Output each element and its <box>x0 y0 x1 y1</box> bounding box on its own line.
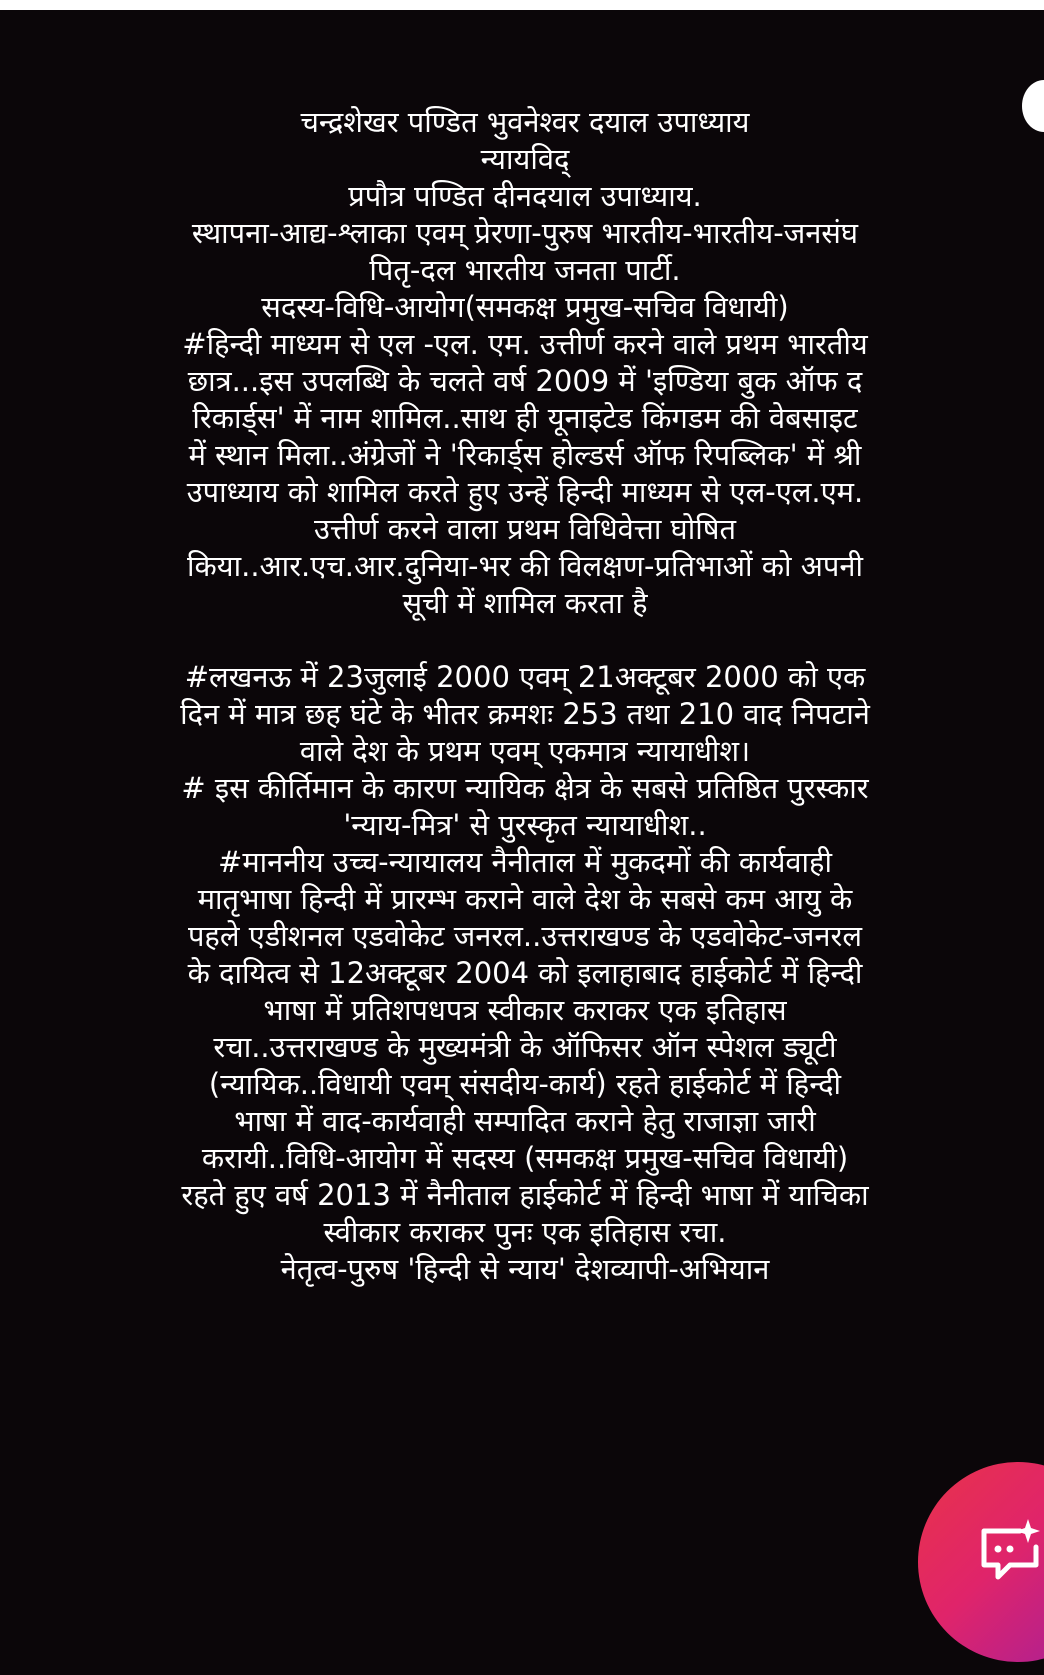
post-text-line: न्यायविद् <box>480 142 570 176</box>
post-text-line: सूची में शामिल करता है <box>402 586 648 620</box>
post-text-line: #लखनऊ में 23जुलाई 2000 एवम् 21अक्टूबर 2000 को एक <box>184 660 866 694</box>
paragraph-gap <box>80 622 970 659</box>
post-text-line: चन्द्रशेखर पण्डित भुवनेश्वर दयाल उपाध्याय <box>300 105 750 139</box>
post-text-line: # इस कीर्तिमान के कारण न्यायिक क्षेत्र के सबसे प्रतिष्ठित पुरस्कार <box>181 771 869 805</box>
story-frame <box>0 10 1044 1675</box>
post-text-line: पितृ-दल भारतीय जनता पार्टी. <box>369 253 681 287</box>
post-text-line: प्रपौत्र पण्डित दीनदयाल उपाध्याय. <box>348 179 702 213</box>
post-text-line: नेतृत्व-पुरुष 'हिन्दी से न्याय' देशव्यापी-अभियान <box>280 1252 770 1286</box>
post-text-line: मातृभाषा हिन्दी में प्रारम्भ कराने वाले देश के सबसे कम आयु के <box>197 882 853 916</box>
post-text-line: सदस्य-विधि-आयोग(समकक्ष प्रमुख-सचिव विधायी) <box>261 290 789 324</box>
post-text-line: उत्तीर्ण करने वाला प्रथम विधिवेत्ता घोषित <box>313 512 737 546</box>
post-text <box>80 104 970 1288</box>
chat-sparkle-icon <box>976 1517 1044 1587</box>
post-text-line: स्वीकार कराकर पुनः एक इतिहास रचा. <box>323 1215 727 1249</box>
post-text-line: स्थापना-आद्य-श्लाका एवम् प्रेरणा-पुरुष भारतीय-भारतीय-जनसंघ <box>191 216 859 250</box>
post-text-line: दिन में मात्र छह घंटे के भीतर क्रमशः 253 तथा 210 वाद निपटाने <box>180 697 870 731</box>
profile-indicator[interactable] <box>1022 80 1044 132</box>
post-text-line: छात्र...इस उपलब्धि के चलते वर्ष 2009 में 'इण्डिया बुक ऑफ द <box>187 364 863 398</box>
post-text-line: 'न्याय-मित्र' से पुरस्कृत न्यायाधीश.. <box>343 808 707 842</box>
post-text-line: पहले एडीशनल एडवोकेट जनरल..उत्तराखण्ड के एडवोकेट-जनरल <box>187 919 863 953</box>
post-text-line: में स्थान मिला..अंग्रेजों ने 'रिकार्ड्स होल्डर्स ऑफ रिपब्लिक' में श्री <box>188 438 862 472</box>
post-text-line: भाषा में वाद-कार्यवाही सम्पादित कराने हेतु राजाज्ञा जारी <box>234 1104 816 1138</box>
post-text-line: #हिन्दी माध्यम से एल -एल. एम. उत्तीर्ण करने वाले प्रथम भारतीय <box>182 327 868 361</box>
post-text-line: #माननीय उच्च-न्यायालय नैनीताल में मुकदमों की कार्यवाही <box>218 845 832 879</box>
post-text-line: रहते हुए वर्ष 2013 में नैनीताल हाईकोर्ट में हिन्दी भाषा में याचिका <box>181 1178 869 1212</box>
post-text-line: उपाध्याय को शामिल करते हुए उन्हें हिन्दी माध्यम से एल-एल.एम. <box>186 475 864 509</box>
post-text-line: करायी..विधि-आयोग में सदस्य (समकक्ष प्रमुख-सचिव विधायी) <box>201 1141 849 1175</box>
post-text-line: भाषा में प्रतिशपधपत्र स्वीकार कराकर एक इतिहास <box>263 993 787 1027</box>
post-text-line: के दायित्व से 12अक्टूबर 2004 को इलाहाबाद हाईकोर्ट में हिन्दी <box>187 956 863 990</box>
post-text-line: रचा..उत्तराखण्ड के मुख्यमंत्री के ऑफिसर ऑन स्पेशल ड्यूटी <box>213 1030 837 1064</box>
chat-button[interactable] <box>918 1462 1044 1662</box>
post-text-line: (न्यायिक..विधायी एवम् संसदीय-कार्य) रहते हाईकोर्ट में हिन्दी <box>208 1067 842 1101</box>
post-text-line: किया..आर.एच.आर.दुनिया-भर की विलक्षण-प्रतिभाओं को अपनी <box>187 549 863 583</box>
post-text-line: रिकार्ड्स' में नाम शामिल..साथ ही यूनाइटेड किंगडम की वेबसाइट <box>192 401 858 435</box>
post-text-line: वाले देश के प्रथम एवम् एकमात्र न्यायाधीश। <box>299 734 751 768</box>
